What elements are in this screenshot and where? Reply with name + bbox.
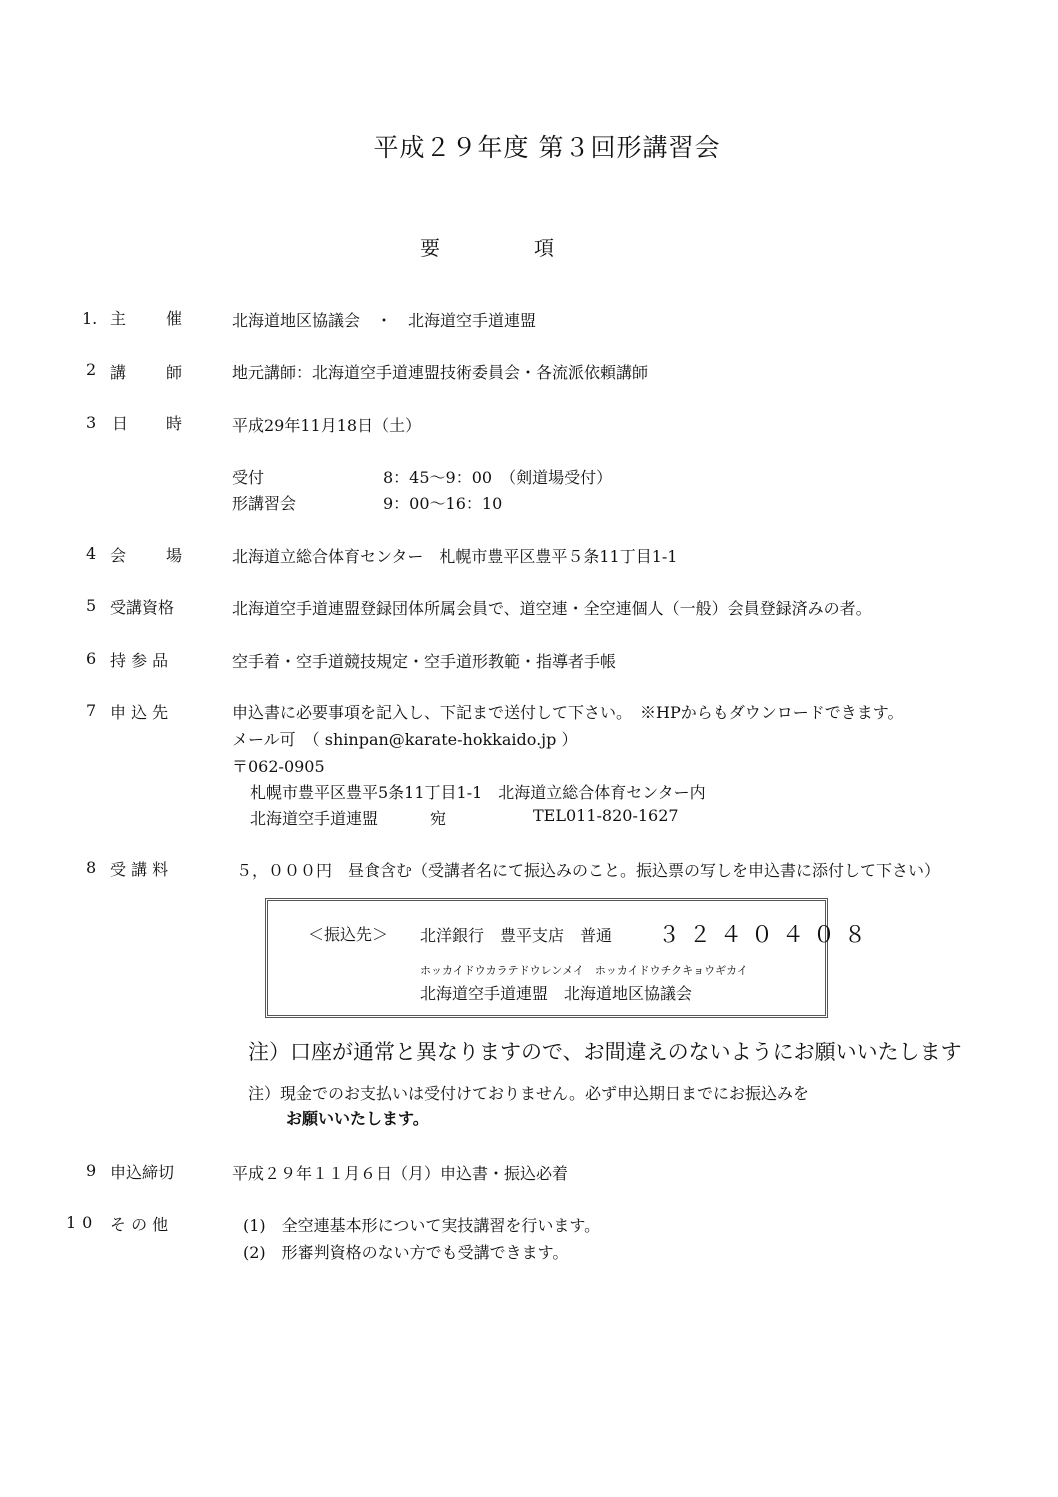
postal-code: 〒062-0905 [232,757,325,776]
item-number: 5 [86,596,97,615]
item-label: 申込締切 [110,1163,175,1182]
application-address: 札幌市豊平区豊平5条11丁目1-1 北海道立総合体育センター内 [250,783,706,802]
other-line-1: (1) 全空連基本形について実技講習を行います。 [243,1216,601,1235]
instructor-value: 地元講師：北海道空手道連盟技術委員会・各流派依頼講師 [232,363,649,382]
item-label: 師 [166,363,183,382]
item-label: 申 込 先 [110,703,169,722]
heading-char-1: 要 [420,236,440,260]
venue-value: 北海道立総合体育センター 札幌市豊平区豊平５条11丁目1-1 [232,547,678,566]
application-phone: TEL011-820-1627 [533,806,679,825]
item-number: 2 [86,360,97,379]
reception-time: 8：45〜9：00 （剣道場受付） [383,468,613,487]
reception-label: 受付 [232,468,265,487]
item-label: 受 講 料 [110,860,169,879]
item-number: 8 [86,858,97,877]
item-number: 3 [86,413,97,432]
bank-name: 北洋銀行 豊平支店 普通 [420,926,613,945]
item-label: 場 [166,546,183,565]
eligibility-value: 北海道空手道連盟登録団体所属会員で、道空連・全空連個人（一般）会員登録済みの者。 [232,599,872,618]
document-title: 平成２９年度 第３回形講習会 [373,133,721,162]
item-label: 時 [166,414,183,433]
item-label: 催 [166,309,183,328]
application-org: 北海道空手道連盟 [250,809,379,828]
item-number: 4 [86,544,97,563]
deadline-value: 平成２９年１１月６日（月）申込書・振込必着 [232,1164,569,1183]
application-line-1: 申込書に必要事項を記入し、下記まで送付して下さい。 ※HPからもダウンロードできます。 [232,703,904,722]
item-number: 10 [66,1213,99,1232]
item-label: 受講資格 [110,598,175,617]
item-label: 持 参 品 [110,651,169,670]
item-label: 会 [110,546,127,565]
item-label: そ の 他 [110,1215,169,1234]
item-label: 日 [112,414,129,433]
seminar-time: 9：00〜16：10 [383,494,503,513]
seminar-label: 形講習会 [232,494,297,513]
host-value: 北海道地区協議会 ・ 北海道空手道連盟 [232,311,537,330]
heading-char-2: 項 [534,236,554,260]
item-label: 講 [110,363,127,382]
items-to-bring-value: 空手着・空手道競技規定・空手道形教範・指導者手帳 [232,652,617,671]
fee-value: ５，０００円 昼食含む（受講者名にて振込みのこと。振込票の写しを申込書に添付して下さい） [236,861,941,880]
application-to: 宛 [430,809,447,828]
item-label: 主 [110,309,127,328]
date-value: 平成29年11月18日（土） [232,416,422,435]
cash-note-continued: お願いいたします。 [286,1109,429,1128]
account-number: ３２４０４０８ [658,923,876,948]
item-number: 9 [86,1161,97,1180]
other-line-2: (2) 形審判資格のない方でも受講できます。 [243,1243,569,1262]
application-email: メール可 （ shinpan@karate-hokkaido.jp ） [232,730,578,749]
item-number: 1. [82,309,98,328]
account-holder: 北海道空手道連盟 北海道地区協議会 [420,984,693,1003]
item-number: 6 [86,649,97,668]
account-holder-kana: ホッカイドウカラテドウレンメイ ホッカイドウチクキョウギカイ [420,964,748,977]
bank-label: ＜振込先＞ [308,925,389,944]
cash-note: 注）現金でのお支払いは受付けておりません。必ず申込期日までにお振込みを [248,1084,809,1103]
item-number: 7 [86,701,97,720]
account-note: 注）口座が通常と異なりますので、お間違えのないようにお願いいたします [248,1040,962,1064]
